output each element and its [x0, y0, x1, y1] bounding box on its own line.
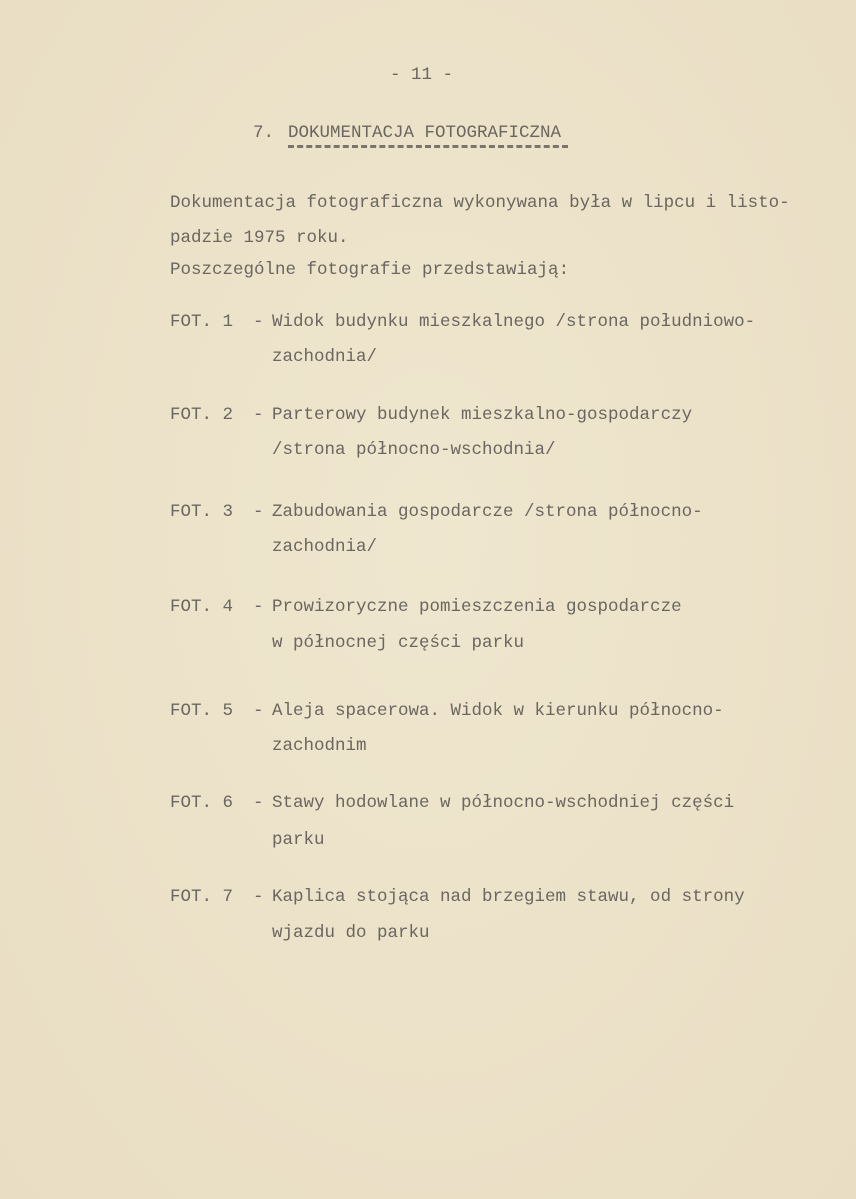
photo-description: Stawy hodowlane w północno-wschodniej części	[272, 793, 735, 813]
page-number: - 11 -	[390, 65, 454, 85]
section-number: 7.	[253, 123, 275, 143]
intro-line: Dokumentacja fotograficzna wykonywana była w lipcu i listo-	[170, 193, 790, 213]
dash: -	[253, 405, 264, 425]
dash: -	[253, 701, 264, 721]
photo-description-cont: parku	[272, 830, 325, 850]
photo-label: FOT. 1	[170, 312, 234, 332]
dash: -	[253, 502, 264, 522]
photo-description: Prowizoryczne pomieszczenia gospodarcze	[272, 597, 682, 617]
photo-description: Widok budynku mieszkalnego /strona południowo-	[272, 312, 756, 332]
dash: -	[253, 887, 264, 907]
photo-label: FOT. 7	[170, 887, 234, 907]
title-underline	[288, 145, 568, 148]
photo-label: FOT. 2	[170, 405, 234, 425]
dash: -	[253, 312, 264, 332]
photo-description-cont: zachodnia/	[272, 347, 378, 367]
photo-description-cont: wjazdu do parku	[272, 923, 430, 943]
photo-label: FOT. 3	[170, 502, 234, 522]
intro-line: padzie 1975 roku.	[170, 228, 349, 248]
section-title: DOKUMENTACJA FOTOGRAFICZNA	[288, 123, 562, 143]
dash: -	[253, 597, 264, 617]
photo-description-cont: zachodnim	[272, 736, 367, 756]
photo-label: FOT. 5	[170, 701, 234, 721]
intro-line: Poszczególne fotografie przedstawiają:	[170, 260, 570, 280]
photo-description: Kaplica stojąca nad brzegiem stawu, od strony	[272, 887, 745, 907]
photo-description-cont: /strona północno-wschodnia/	[272, 440, 556, 460]
photo-description: Aleja spacerowa. Widok w kierunku północno-	[272, 701, 724, 721]
photo-description-cont: w północnej części parku	[272, 633, 525, 653]
photo-label: FOT. 6	[170, 793, 234, 813]
photo-label: FOT. 4	[170, 597, 234, 617]
photo-description: Parterowy budynek mieszkalno-gospodarczy	[272, 405, 693, 425]
photo-description: Zabudowania gospodarcze /strona północno-	[272, 502, 703, 522]
dash: -	[253, 793, 264, 813]
photo-description-cont: zachodnia/	[272, 537, 378, 557]
